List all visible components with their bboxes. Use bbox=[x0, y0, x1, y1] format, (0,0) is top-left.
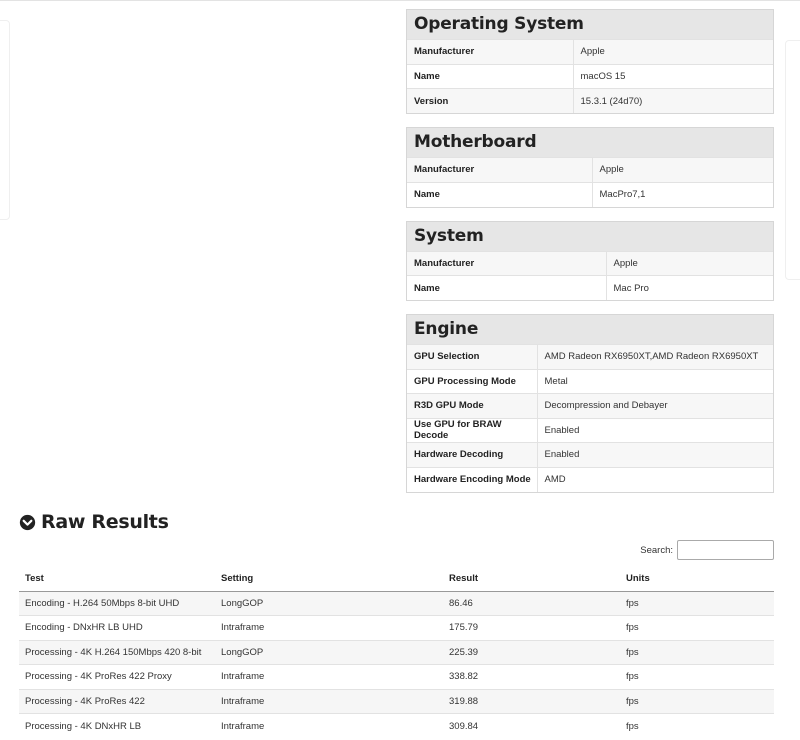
info-value: Apple bbox=[592, 158, 773, 183]
table-row[interactable] bbox=[19, 689, 774, 714]
info-row bbox=[407, 89, 773, 114]
info-value: Metal bbox=[537, 369, 773, 394]
setting-cell: LongGOP bbox=[215, 640, 443, 665]
info-row bbox=[407, 251, 773, 276]
setting-cell: Intraframe bbox=[215, 665, 443, 690]
test-cell: Processing - 4K DNxHR LB bbox=[19, 714, 215, 739]
info-row bbox=[407, 369, 773, 394]
info-key: Use GPU for BRAW Decode bbox=[407, 418, 537, 443]
units-cell: fps bbox=[620, 640, 774, 665]
result-cell: 225.39 bbox=[443, 640, 620, 665]
search-input[interactable] bbox=[677, 540, 774, 560]
table-row[interactable] bbox=[19, 591, 774, 616]
info-value: Enabled bbox=[537, 443, 773, 468]
info-key: Manufacturer bbox=[407, 158, 592, 183]
setting-cell: LongGOP bbox=[215, 591, 443, 616]
info-card-operating-system bbox=[406, 9, 774, 114]
test-cell: Processing - 4K ProRes 422 bbox=[19, 689, 215, 714]
test-cell: Processing - 4K H.264 150Mbps 420 8-bit bbox=[19, 640, 215, 665]
setting-cell: Intraframe bbox=[215, 714, 443, 739]
info-key: Manufacturer bbox=[407, 40, 573, 65]
info-row bbox=[407, 418, 773, 443]
units-cell: fps bbox=[620, 665, 774, 690]
info-row bbox=[407, 394, 773, 419]
units-cell: fps bbox=[620, 616, 774, 641]
info-card-system bbox=[406, 221, 774, 302]
info-value: Mac Pro bbox=[606, 276, 773, 301]
info-row bbox=[407, 64, 773, 89]
test-cell: Processing - 4K ProRes 422 Proxy bbox=[19, 665, 215, 690]
background-decoration bbox=[785, 40, 800, 280]
raw-results-table bbox=[19, 566, 774, 738]
table-row[interactable] bbox=[19, 714, 774, 739]
table-row[interactable] bbox=[19, 640, 774, 665]
raw-results-title: Raw Results bbox=[41, 511, 169, 533]
result-cell: 309.84 bbox=[443, 714, 620, 739]
table-row[interactable] bbox=[19, 616, 774, 641]
card-title: System bbox=[407, 222, 773, 251]
result-cell: 338.82 bbox=[443, 665, 620, 690]
units-cell: fps bbox=[620, 714, 774, 739]
info-row bbox=[407, 182, 773, 207]
column-header-setting[interactable]: Setting bbox=[215, 566, 443, 591]
info-row bbox=[407, 158, 773, 183]
info-value: AMD Radeon RX6950XT,AMD Radeon RX6950XT bbox=[537, 345, 773, 370]
info-row bbox=[407, 40, 773, 65]
result-cell: 319.88 bbox=[443, 689, 620, 714]
system-info-column bbox=[406, 9, 774, 506]
info-key: Version bbox=[407, 89, 573, 114]
info-row bbox=[407, 276, 773, 301]
info-row bbox=[407, 467, 773, 492]
info-table bbox=[407, 251, 773, 301]
test-cell: Encoding - H.264 50Mbps 8-bit UHD bbox=[19, 591, 215, 616]
info-value: Apple bbox=[606, 251, 773, 276]
column-header-test[interactable]: Test bbox=[19, 566, 215, 591]
info-key: GPU Processing Mode bbox=[407, 369, 537, 394]
column-header-result[interactable]: Result bbox=[443, 566, 620, 591]
result-cell: 86.46 bbox=[443, 591, 620, 616]
info-value: macOS 15 bbox=[573, 64, 773, 89]
info-key: Name bbox=[407, 182, 592, 207]
top-divider bbox=[0, 0, 800, 4]
info-key: Manufacturer bbox=[407, 251, 606, 276]
search-label: Search: bbox=[640, 544, 673, 556]
info-row bbox=[407, 443, 773, 468]
setting-cell: Intraframe bbox=[215, 689, 443, 714]
column-header-units[interactable]: Units bbox=[620, 566, 774, 591]
info-table bbox=[407, 344, 773, 492]
info-value: AMD bbox=[537, 467, 773, 492]
card-title: Engine bbox=[407, 315, 773, 344]
info-card-motherboard bbox=[406, 127, 774, 208]
units-cell: fps bbox=[620, 591, 774, 616]
info-table bbox=[407, 157, 773, 207]
result-cell: 175.79 bbox=[443, 616, 620, 641]
info-key: GPU Selection bbox=[407, 345, 537, 370]
search-box bbox=[640, 540, 774, 560]
chevron-circle-down-icon[interactable] bbox=[19, 514, 36, 531]
raw-results-heading[interactable] bbox=[19, 511, 169, 533]
units-cell: fps bbox=[620, 689, 774, 714]
background-decoration bbox=[0, 20, 10, 220]
info-card-engine bbox=[406, 314, 774, 493]
card-title: Operating System bbox=[407, 10, 773, 39]
info-row bbox=[407, 345, 773, 370]
info-value: MacPro7,1 bbox=[592, 182, 773, 207]
table-row[interactable] bbox=[19, 665, 774, 690]
info-key: Name bbox=[407, 64, 573, 89]
info-key: R3D GPU Mode bbox=[407, 394, 537, 419]
info-value: 15.3.1 (24d70) bbox=[573, 89, 773, 114]
info-key: Name bbox=[407, 276, 606, 301]
test-cell: Encoding - DNxHR LB UHD bbox=[19, 616, 215, 641]
card-title: Motherboard bbox=[407, 128, 773, 157]
info-table bbox=[407, 39, 773, 113]
info-value: Decompression and Debayer bbox=[537, 394, 773, 419]
info-value: Enabled bbox=[537, 418, 773, 443]
setting-cell: Intraframe bbox=[215, 616, 443, 641]
info-value: Apple bbox=[573, 40, 773, 65]
info-key: Hardware Decoding bbox=[407, 443, 537, 468]
table-header-row bbox=[19, 566, 774, 591]
info-key: Hardware Encoding Mode bbox=[407, 467, 537, 492]
